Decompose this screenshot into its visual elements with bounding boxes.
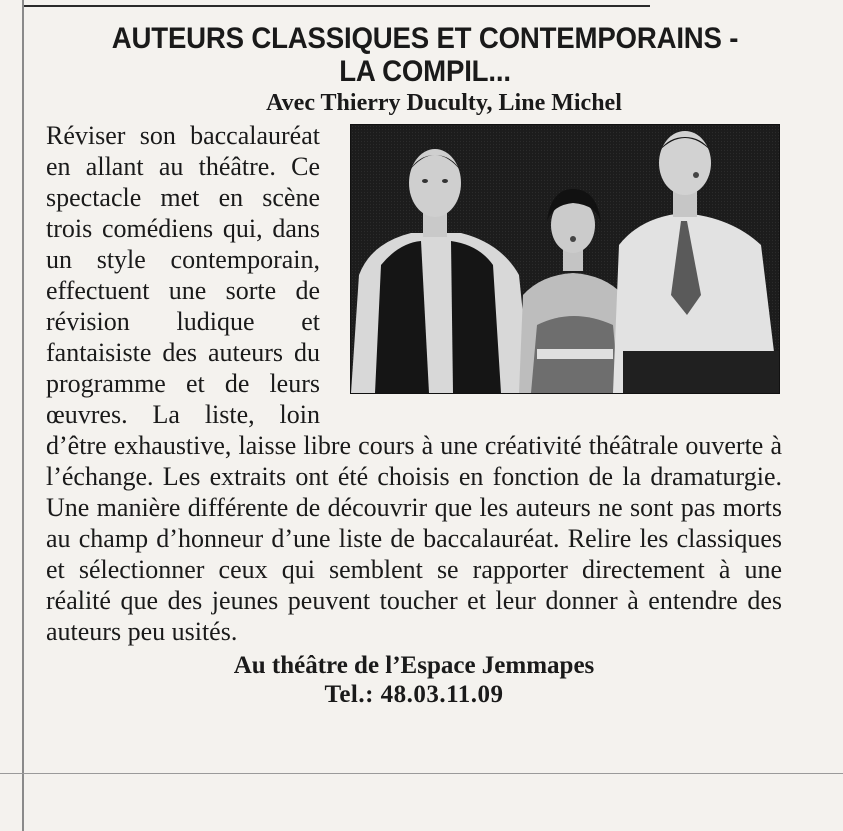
headline-line-2: LA COMPIL... xyxy=(339,55,511,88)
telephone-line: Tel.: 48.03.11.09 xyxy=(324,681,504,708)
bottom-rule xyxy=(0,773,843,774)
byline: Avec Thierry Duculty, Line Michel xyxy=(266,90,622,116)
left-column-rule xyxy=(22,0,24,831)
headline xyxy=(75,22,752,88)
newspaper-article xyxy=(46,22,782,709)
cast-photo-illustration xyxy=(351,125,779,393)
venue-line: Au théâtre de l’Espace Jemmapes xyxy=(233,652,595,679)
headline-line-1: AUTEURS CLASSIQUES ET CONTEMPORAINS - xyxy=(111,22,739,55)
top-rule xyxy=(24,5,650,7)
article-body: Réviser son baccalauréat en allant au théâtre. Ce spectacle met en scène trois comédiens qui, dans un style contemporain, effectuent une sorte de révision ludique et fantaisiste des auteurs du programme et de leurs œuvres. La liste, loin d’être exhaustive, laisse libre cours à une créativité théâtrale ouverte à l’échange. Les extraits ont été choisis en fonction de la dramaturgie. Une manière différente de découvrir que les auteurs ne sont pas morts au champ d’honneur d’une liste de baccalauréat. Relire les classiques et sélectionner ceux qui semblent se rapporter directement à une réalité que des jeunes peuvent toucher et leur donner à entendre des auteurs peu usités. xyxy=(46,121,782,646)
cast-photo xyxy=(350,124,780,394)
